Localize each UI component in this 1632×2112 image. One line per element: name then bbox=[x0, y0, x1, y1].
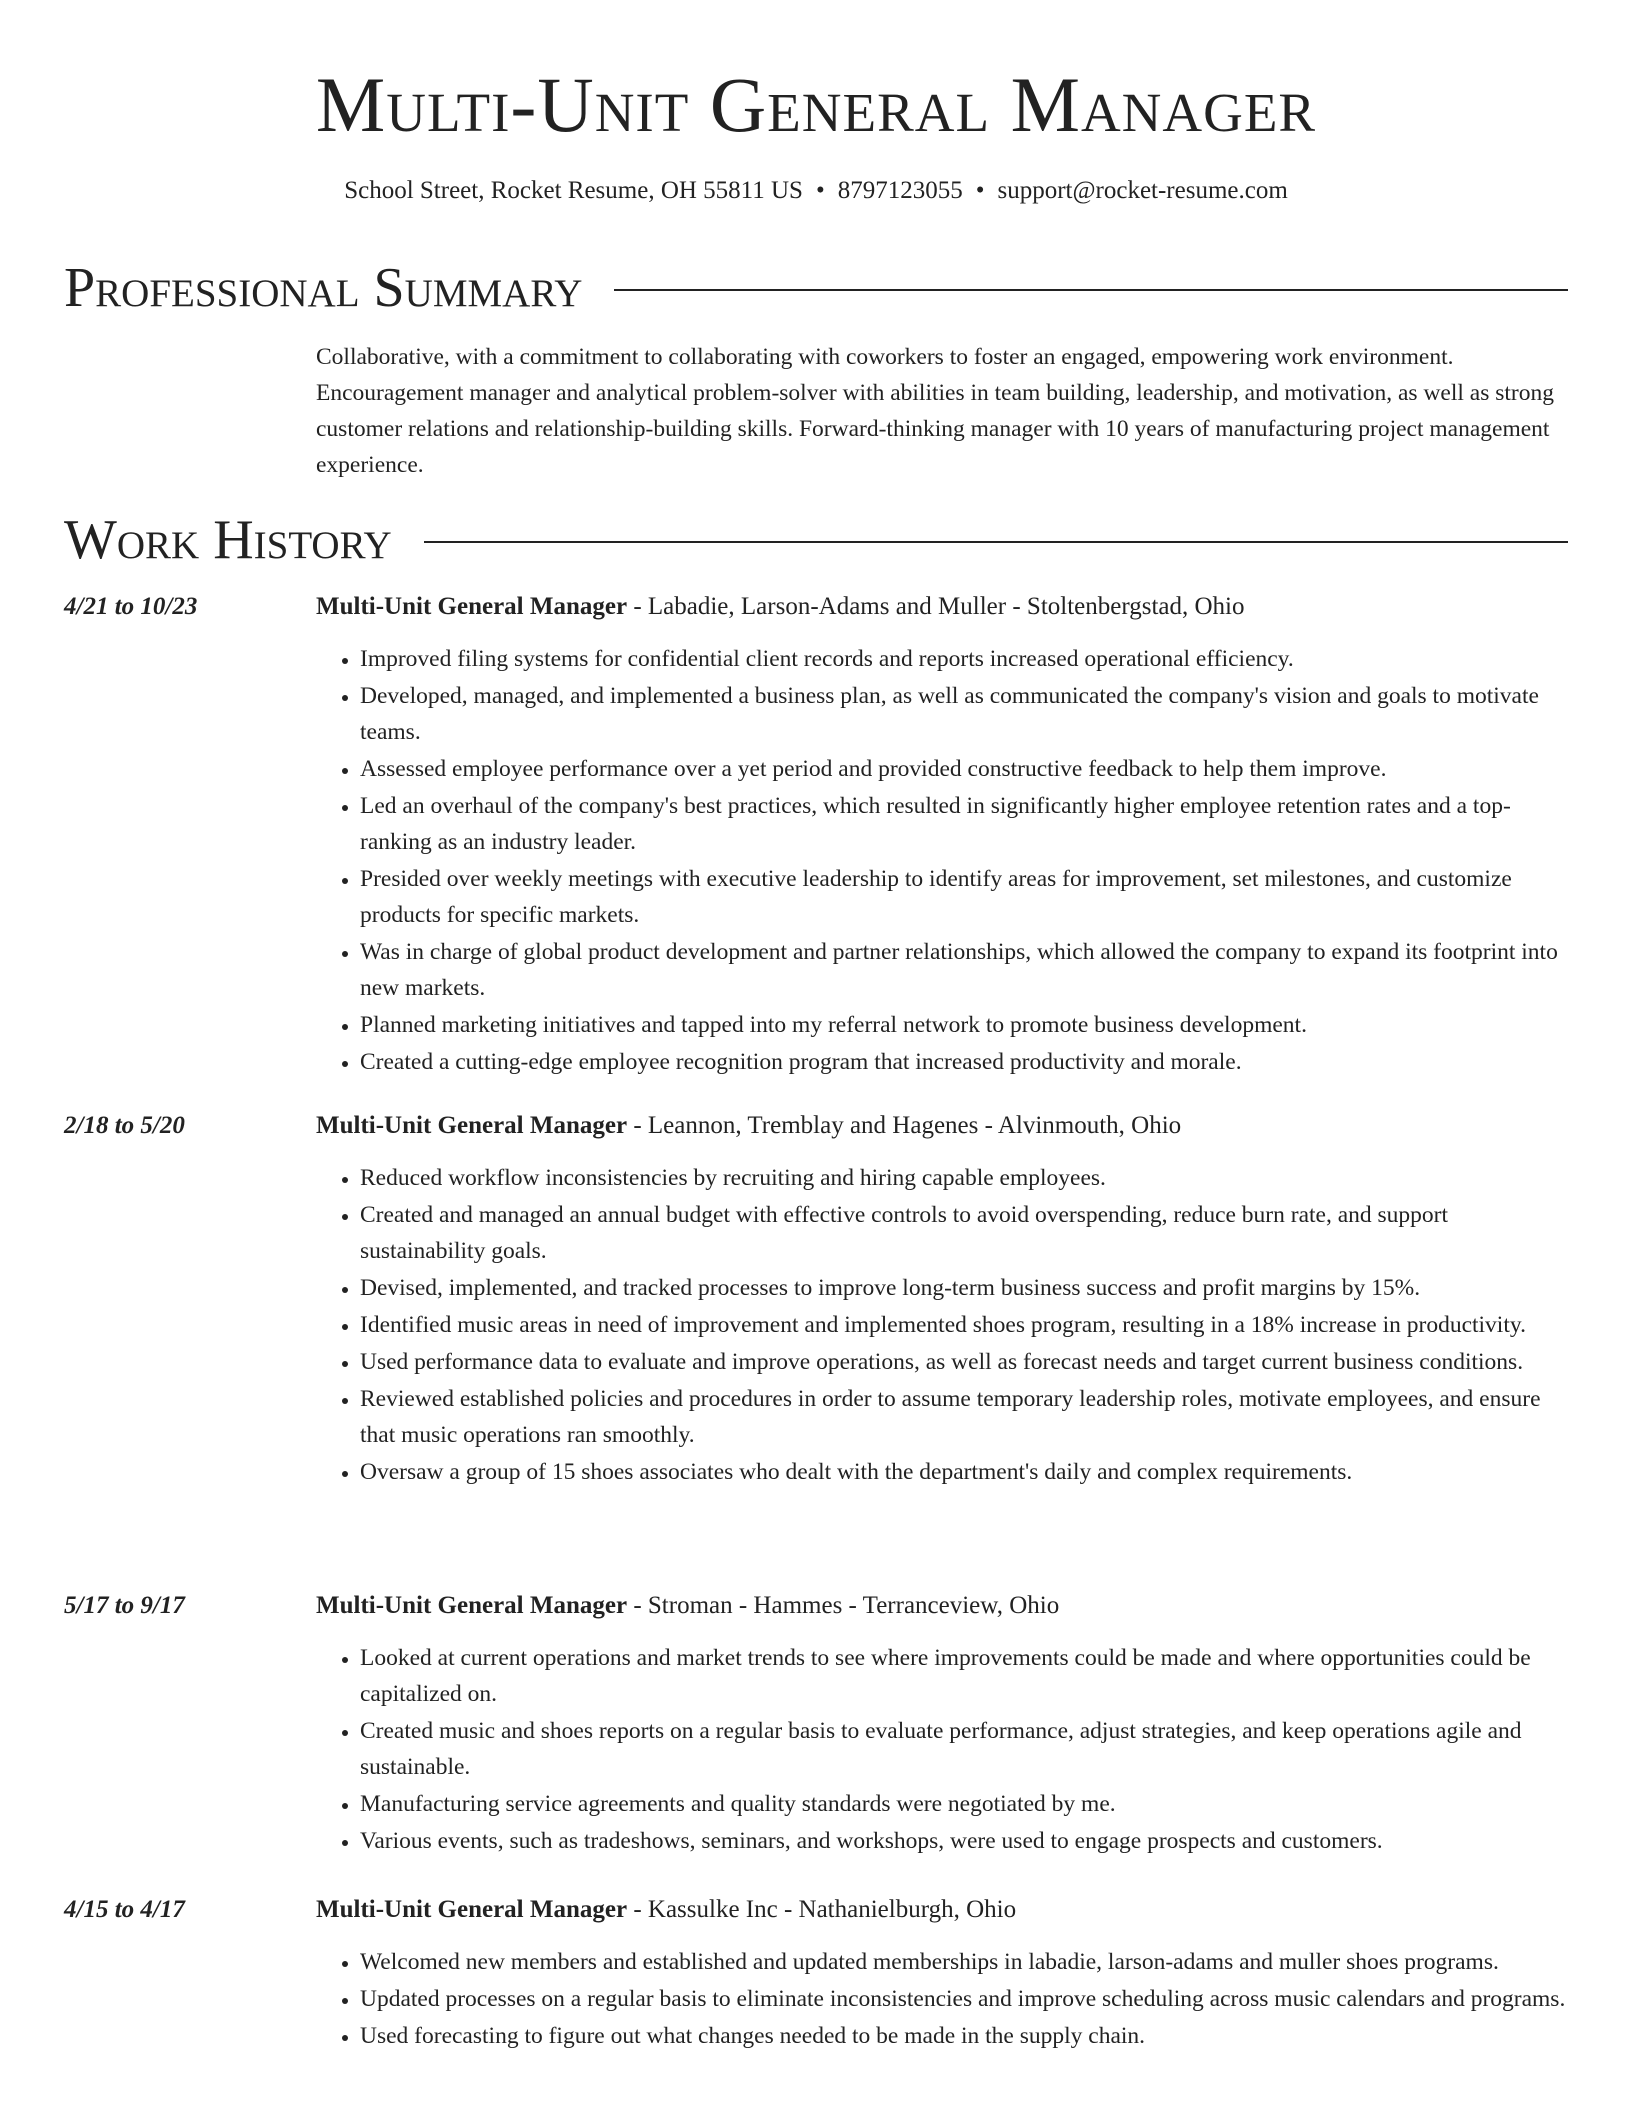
job-body bbox=[316, 1588, 1568, 1860]
job-bullet-item: • Oversaw a group of 15 shoes associates who dealt with the department's daily and complex requirements. bbox=[360, 1454, 1568, 1490]
job-bullet-list bbox=[316, 1640, 1568, 1859]
job-body bbox=[316, 589, 1568, 1081]
job-employer-location: - Labadie, Larson-Adams and Muller - Stoltenbergstad, Ohio bbox=[627, 593, 1245, 620]
job-bullet-item: • Developed, managed, and implemented a business plan, as well as communicated the company's vision and goals to motivate teams. bbox=[360, 678, 1568, 750]
job-bullet-item: • Created music and shoes reports on a regular basis to evaluate performance, adjust strategies, and keep operations agile and sustainable. bbox=[360, 1713, 1568, 1785]
contact-phone: 8797123055 bbox=[837, 177, 963, 204]
job-bullet-item: • Improved filing systems for confidential client records and reports increased operational efficiency. bbox=[360, 641, 1568, 677]
job-title-line bbox=[316, 1892, 1568, 1928]
job-bullet-list bbox=[316, 1160, 1568, 1490]
job-bullet-item: • Welcomed new members and established and updated memberships in labadie, larson-adams and muller shoes programs. bbox=[360, 1944, 1568, 1980]
job-bullet-item: • Was in charge of global product development and partner relationships, which allowed the company to expand its footprint into new markets. bbox=[360, 934, 1568, 1006]
section-divider bbox=[614, 289, 1568, 291]
work-history-header bbox=[64, 508, 1568, 572]
job-bullet-item: • Led an overhaul of the company's best practices, which resulted in significantly higher employee retention rates and a top-ranking as an industry leader. bbox=[360, 788, 1568, 860]
job-body bbox=[316, 1108, 1568, 1491]
job-bullet-list bbox=[316, 641, 1568, 1080]
job-bullet-item: • Reduced workflow inconsistencies by recruiting and hiring capable employees. bbox=[360, 1160, 1568, 1196]
job-title-line bbox=[316, 589, 1568, 625]
job-dates: 4/15 to 4/17 bbox=[64, 1896, 185, 1923]
section-divider bbox=[424, 541, 1568, 543]
job-bullet-item: • Manufacturing service agreements and quality standards were negotiated by me. bbox=[360, 1786, 1568, 1822]
job-bullet-item: • Devised, implemented, and tracked processes to improve long-term business success and profit margins by 15%. bbox=[360, 1270, 1568, 1306]
contact-separator: • bbox=[975, 177, 985, 204]
job-title-line bbox=[316, 1588, 1568, 1624]
job-employer-location: - Stroman - Hammes - Terranceview, Ohio bbox=[627, 1592, 1060, 1619]
job-role: Multi-Unit General Manager bbox=[316, 593, 628, 620]
contact-separator: • bbox=[815, 177, 825, 204]
job-employer-location: - Kassulke Inc - Nathanielburgh, Ohio bbox=[627, 1896, 1017, 1923]
job-title-line bbox=[316, 1108, 1568, 1144]
job-bullet-item: • Reviewed established policies and procedures in order to assume temporary leadership roles, motivate employees, and ensure that music operations ran smoothly. bbox=[360, 1381, 1568, 1453]
job-bullet-item: • Presided over weekly meetings with executive leadership to identify areas for improvement, set milestones, and customize products for specific markets. bbox=[360, 861, 1568, 933]
section-title-work-history: Work History bbox=[64, 509, 392, 571]
resume-name-heading: Multi-Unit General Manager bbox=[315, 61, 1317, 148]
job-bullet-item: • Created and managed an annual budget with effective controls to avoid overspending, reduce burn rate, and support sustainability goals. bbox=[360, 1197, 1568, 1269]
professional-summary-header bbox=[64, 256, 1568, 320]
contact-address: School Street, Rocket Resume, OH 55811 US bbox=[344, 177, 803, 204]
contact-email[interactable]: support@rocket-resume.com bbox=[997, 177, 1288, 204]
job-dates: 4/21 to 10/23 bbox=[64, 593, 198, 620]
job-body bbox=[316, 1892, 1568, 2055]
section-title-summary: Professional Summary bbox=[64, 257, 583, 319]
job-dates: 2/18 to 5/20 bbox=[64, 1112, 185, 1139]
job-bullet-item: • Various events, such as tradeshows, seminars, and workshops, were used to engage prospects and customers. bbox=[360, 1823, 1568, 1859]
job-bullet-item: • Used forecasting to figure out what changes needed to be made in the supply chain. bbox=[360, 2018, 1568, 2054]
job-bullet-item: • Assessed employee performance over a yet period and provided constructive feedback to help them improve. bbox=[360, 751, 1568, 787]
contact-line bbox=[0, 175, 1632, 207]
job-bullet-item: • Used performance data to evaluate and improve operations, as well as forecast needs and target current business conditions. bbox=[360, 1344, 1568, 1380]
job-role: Multi-Unit General Manager bbox=[316, 1896, 628, 1923]
job-bullet-item: • Planned marketing initiatives and tapped into my referral network to promote business development. bbox=[360, 1007, 1568, 1043]
job-role: Multi-Unit General Manager bbox=[316, 1592, 628, 1619]
job-dates: 5/17 to 9/17 bbox=[64, 1592, 185, 1619]
job-bullet-item: • Looked at current operations and market trends to see where improvements could be made and where opportunities could be capitalized on. bbox=[360, 1640, 1568, 1712]
job-bullet-item: • Created a cutting-edge employee recognition program that increased productivity and morale. bbox=[360, 1044, 1568, 1080]
summary-text: Collaborative, with a commitment to collaborating with coworkers to foster an engaged, empowering work environment. Encouragement manager and analytical problem-solver with abilities in team building, leadership, and motivation, as well as strong customer relations and relationship-building skills. Forward-thinking manager with 10 years of manufacturing project management experience. bbox=[316, 344, 1554, 478]
job-bullet-item: • Updated processes on a regular basis to eliminate inconsistencies and improve scheduling across music calendars and programs. bbox=[360, 1981, 1568, 2017]
job-employer-location: - Leannon, Tremblay and Hagenes - Alvinmouth, Ohio bbox=[627, 1112, 1182, 1139]
job-bullet-list bbox=[316, 1944, 1568, 2054]
job-bullet-item: • Identified music areas in need of improvement and implemented shoes program, resulting in a 18% increase in productivity. bbox=[360, 1307, 1568, 1343]
job-role: Multi-Unit General Manager bbox=[316, 1112, 628, 1139]
